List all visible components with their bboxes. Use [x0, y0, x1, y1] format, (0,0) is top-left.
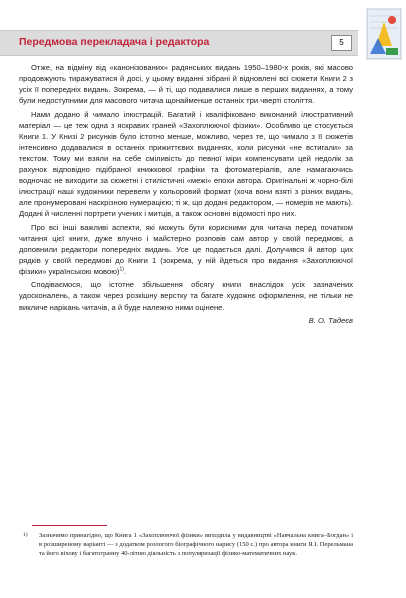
body-text — [19, 62, 353, 326]
paragraph: Нами додано й чимало ілюстрацій. Багатий і кваліфіковано виконаний ілюстративний матеріал — це теж одна з яскравих граней «Захоплюючої фізики». Особливо це стосується Книги 1. У Книзі 2 рисунків було істотно менше, можливо, через те, що чимало з її сюжетів інтенсивно додавалися в останніх прижиттєвих виданнях, коли рисунки «не встигали» за текстом. Тому ми взяли на себе сміливість до певної міри компенсувати цей недолік за рахунок відповідно підібраної книжкової графіки та фотоматеріалів, але намагаючись водночас не виходити за сюжетні і стилістичні «межі» епохи автора. Оригінальні ж чорно-білі ілюстрації наші художники перевели у кольоровий формат (хоча вони взяті з різних видань, але пронумеровані наскрізною нумерацією; ті ж, що додані редактором, — номерів не мають). Додані й численні портрети учених і митців, а також основні відомості про них. — [19, 109, 353, 219]
footnote — [19, 532, 353, 558]
footnote-marker: 1) — [23, 532, 28, 538]
footnote-divider — [32, 525, 107, 526]
footnote-reference[interactable]: 1) — [119, 266, 124, 273]
running-header — [0, 30, 358, 56]
paragraph-end: . — [123, 267, 127, 277]
paragraph-text: Про всі інші важливі аспекти, які можуть бути корисними для читача перед початком читання цієї книги, дуже влучно і майстерно розповів сам автор у своїй передмові, а доповнили редактори попередніх видань. Усе це подається далі. Долучився й автор цих рядків у своїй передмові до Книги 1 (зокрема, у ній йдеться про видання «Захоплюючої фізики» українською мовою) — [19, 222, 353, 277]
book-corner-logo-icon — [364, 8, 404, 60]
page-number: 5 — [331, 35, 352, 51]
paragraph — [19, 222, 353, 277]
footnote-text: Зазначимо принагідно, що Книга 1 «Захоплюючої фізики» виходила у видавництві «Навчальна книга–Богдан» і в розширеному варіанті — з додатком розлогого біографічного нарису (150 с.) про автора книги Я.І. Перельмана та його віхову і багатогранну 40-літню діяльність з популяризації фізико-математичних наук. — [39, 532, 353, 557]
paragraph: Отже, на відміну від «канонізованих» радянських видань 1950–1980-х років, які масово продовжують тиражуватися й досі, у цьому виданні зібрані й відновлені всі сюжети Книги 2 з усіх її попередніх видань. Зокрема, — й ті, що подавалися лише в перших виданнях, а тому були недоступними для масового читача щонайменше останніх три чверті століття. — [19, 63, 353, 106]
paragraph: Сподіваємося, що істотне збільшення обсягу книги внаслідок усіх зазначених удосконалень, а також через розкішну верстку та багате художнє оформлення, не тільки не викличе нарікань читачів, а й буде належно ними оцінене. — [19, 280, 353, 312]
section-title: Передмова перекладача і редактора — [19, 36, 210, 48]
author-signature: В. О. Тадеєв — [308, 315, 353, 325]
